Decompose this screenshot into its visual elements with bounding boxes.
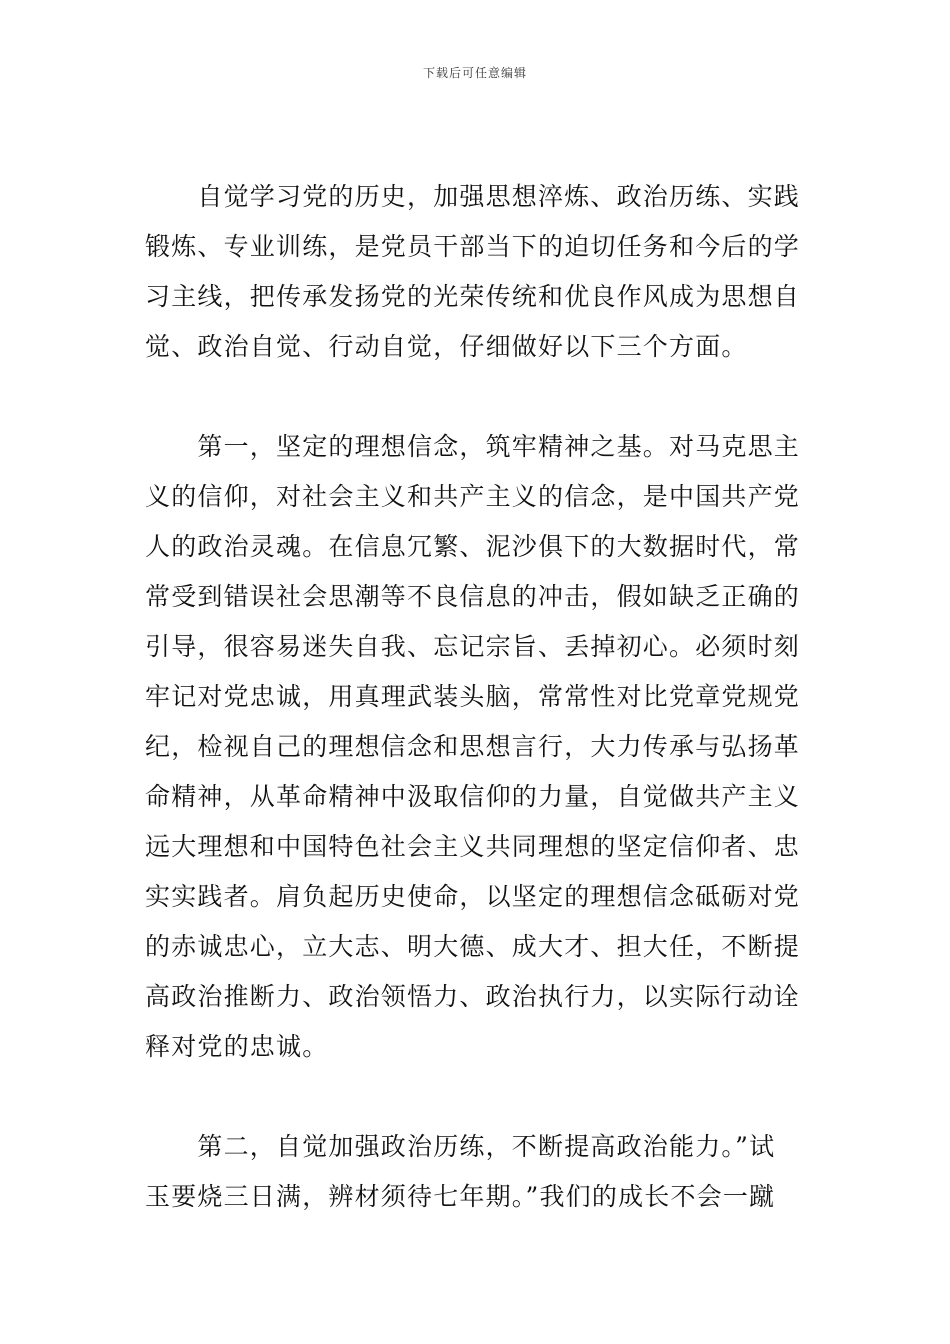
text-line: 高政治推断力、政治领悟力、政治执行力，以实际行动诠 (145, 982, 801, 1011)
text-line: 常受到错误社会思潮等不良信息的冲击，假如缺乏正确的 (145, 582, 801, 611)
text-line: 觉、政治自觉、行动自觉，仔细做好以下三个方面。 (145, 332, 748, 361)
text-line: 引导，很容易迷失自我、忘记宗旨、丢掉初心。必须时刻 (145, 632, 801, 661)
text-line: 玉要烧三日满，辨材须待七年期。”我们的成长不会一蹴 (145, 1182, 776, 1211)
text-line: 自觉学习党的历史，加强思想淬炼、政治历练、实践 (145, 182, 801, 211)
text-line: 的赤诚忠心，立大志、明大德、成大才、担大任，不断提 (145, 932, 801, 961)
text-line: 义的信仰，对社会主义和共产主义的信念，是中国共产党 (145, 482, 801, 511)
text-line: 第二，自觉加强政治历练，不断提高政治能力。”试 (145, 1132, 776, 1161)
text-line: 人的政治灵魂。在信息冗繁、泥沙俱下的大数据时代，常 (145, 532, 801, 561)
text-line: 命精神，从革命精神中汲取信仰的力量，自觉做共产主义 (145, 782, 801, 811)
text-line: 纪，检视自己的理想信念和思想言行，大力传承与弘扬革 (145, 732, 801, 761)
text-line: 第一，坚定的理想信念，筑牢精神之基。对马克思主 (145, 432, 801, 461)
text-line: 远大理想和中国特色社会主义共同理想的坚定信仰者、忠 (145, 832, 801, 861)
text-line: 实实践者。肩负起历史使命，以坚定的理想信念砥砺对党 (145, 882, 801, 911)
page-header: 下载后可任意编辑 (422, 66, 527, 80)
text-line: 释对党的忠诚。 (145, 1032, 329, 1061)
text-line: 牢记对党忠诚，用真理武装头脑，常常性对比党章党规党 (145, 682, 801, 711)
text-line: 习主线，把传承发扬党的光荣传统和优良作风成为思想自 (145, 282, 801, 311)
text-line: 锻炼、专业训练，是党员干部当下的迫切任务和今后的学 (145, 232, 801, 261)
